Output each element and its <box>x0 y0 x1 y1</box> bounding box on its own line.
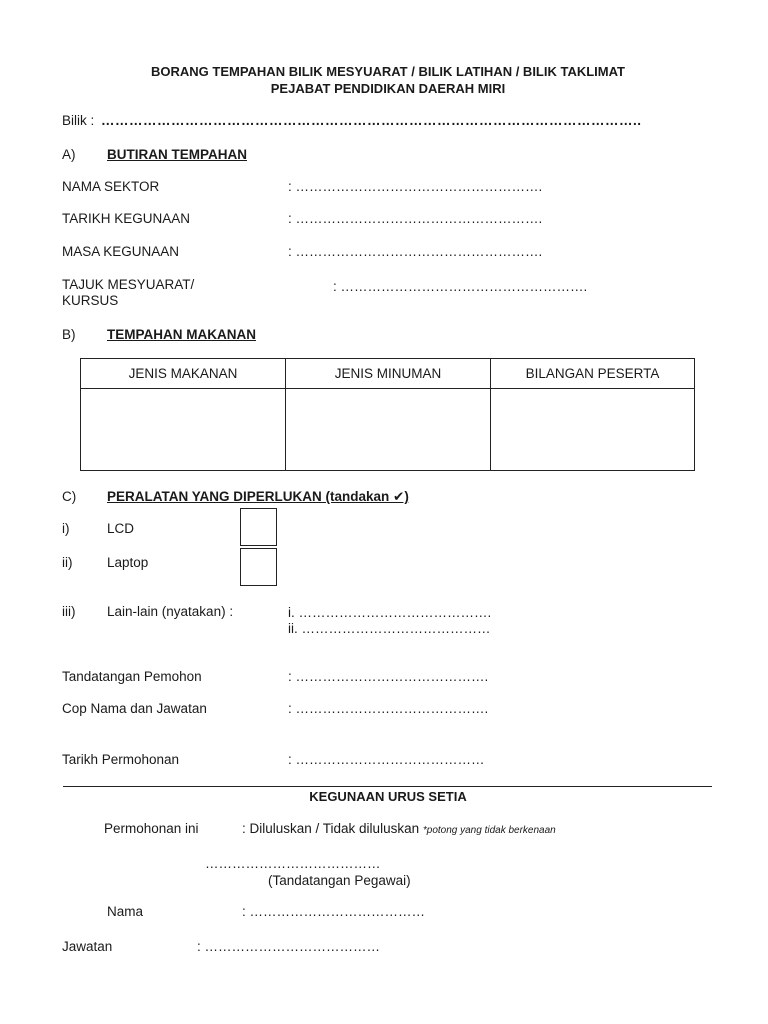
officer-position-label: Jawatan <box>62 939 113 954</box>
food-order-table <box>80 358 695 471</box>
application-status-label: Permohonan ini <box>104 821 199 836</box>
column-header-drink-type: JENIS MINUMAN <box>286 359 491 389</box>
usage-date-label: TARIKH KEGUNAAN <box>62 211 191 226</box>
strike-note: *potong yang tidak berkenaan <box>422 825 556 836</box>
stamp-field[interactable]: : ……………………………………. <box>288 701 489 716</box>
section-a-heading: BUTIRAN TEMPAHAN <box>107 147 247 162</box>
item-laptop-label: Laptop <box>107 555 149 570</box>
applicant-signature-label: Tandatangan Pemohon <box>62 669 202 684</box>
applicant-signature-field[interactable]: : ……………………………………. <box>288 669 489 684</box>
item-lcd-number: i) <box>62 521 70 536</box>
meeting-title-field[interactable]: : ………………………………………………. <box>333 279 588 294</box>
secretariat-heading: KEGUNAAN URUS SETIA <box>309 789 467 804</box>
officer-name-label: Nama <box>107 904 144 919</box>
food-type-cell[interactable] <box>81 389 286 471</box>
usage-time-field[interactable]: : ………………………………………………. <box>288 244 543 259</box>
section-c-heading: PERALATAN YANG DIPERLUKAN (tandakan ✔) <box>107 489 409 504</box>
drink-type-cell[interactable] <box>286 389 491 471</box>
form-subtitle: PEJABAT PENDIDIKAN DAERAH MIRI <box>270 81 506 96</box>
sector-name-field[interactable]: : ………………………………………………. <box>288 179 543 194</box>
laptop-checkbox[interactable] <box>240 548 277 586</box>
officer-position-field[interactable]: : ………………………………… <box>197 939 381 954</box>
other-item-field-2[interactable]: ii. …………………………………… <box>288 621 491 636</box>
form-title: BORANG TEMPAHAN BILIK MESYUARAT / BILIK LATIHAN / BILIK TAKLIMAT <box>151 64 625 79</box>
section-divider <box>63 786 712 787</box>
officer-name-field[interactable]: : ………………………………… <box>242 904 426 919</box>
column-header-participant-count: BILANGAN PESERTA <box>491 359 695 389</box>
application-status-field[interactable] <box>242 821 556 836</box>
participant-count-cell[interactable] <box>491 389 695 471</box>
section-b-marker: B) <box>62 327 76 342</box>
application-status-options[interactable]: : Diluluskan / Tidak diluluskan <box>242 821 420 836</box>
item-other-label: Lain-lain (nyatakan) : <box>107 604 234 619</box>
section-b-heading: TEMPAHAN MAKANAN <box>107 327 256 342</box>
officer-signature-caption: (Tandatangan Pegawai) <box>268 873 411 888</box>
sector-name-label: NAMA SEKTOR <box>62 179 160 194</box>
stamp-label: Cop Nama dan Jawatan <box>62 701 207 716</box>
meeting-title-label-line2: KURSUS <box>62 293 119 308</box>
usage-date-field[interactable]: : ………………………………………………. <box>288 211 543 226</box>
application-date-label: Tarikh Permohonan <box>62 752 180 767</box>
lcd-checkbox[interactable] <box>240 508 277 546</box>
application-date-field[interactable]: : …………………………………… <box>288 752 485 767</box>
room-label: Bilik : <box>62 113 95 128</box>
officer-signature-field[interactable]: ………………………………… <box>205 856 381 871</box>
item-other-number: iii) <box>62 604 76 619</box>
column-header-food-type: JENIS MAKANAN <box>81 359 286 389</box>
section-c-marker: C) <box>62 489 77 504</box>
usage-time-label: MASA KEGUNAAN <box>62 244 180 259</box>
item-laptop-number: ii) <box>62 555 73 570</box>
item-lcd-label: LCD <box>107 521 135 536</box>
room-field[interactable]: …………………………………………………………………………………………………….. <box>101 113 642 128</box>
meeting-title-label-line1: TAJUK MESYUARAT/ <box>62 277 195 292</box>
other-item-field-1[interactable]: i. ……………………………………. <box>288 605 492 620</box>
section-a-marker: A) <box>62 147 76 162</box>
